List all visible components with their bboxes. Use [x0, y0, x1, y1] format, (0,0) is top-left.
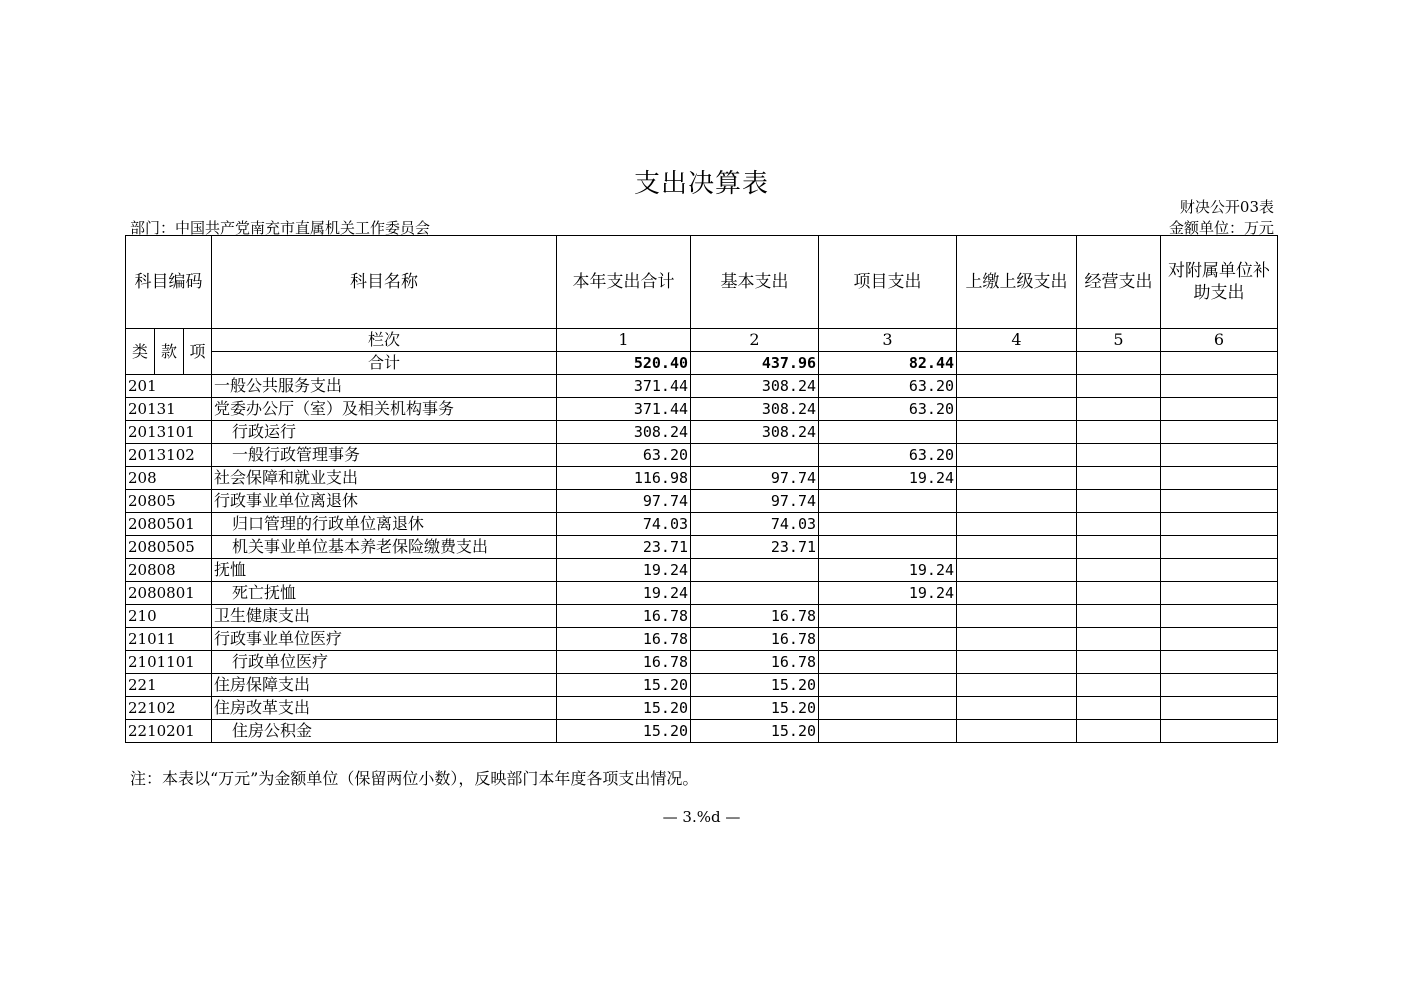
row-name: 党委办公厅（室）及相关机构事务 [212, 398, 557, 421]
row-name: 抚恤 [212, 559, 557, 582]
row-basic: 16.78 [691, 628, 819, 651]
row-project: 19.24 [819, 559, 957, 582]
footnote: 注：本表以“万元”为金额单位（保留两位小数），反映部门本年度各项支出情况。 [130, 769, 699, 788]
row-basic: 308.24 [691, 421, 819, 444]
row-business [1077, 444, 1161, 467]
row-name: 行政单位医疗 [212, 651, 557, 674]
row-code: 2080505 [126, 536, 212, 559]
row-name: 行政事业单位医疗 [212, 628, 557, 651]
row-total: 371.44 [557, 398, 691, 421]
row-code: 20808 [126, 559, 212, 582]
row-name: 住房保障支出 [212, 674, 557, 697]
row-name: 一般公共服务支出 [212, 375, 557, 398]
row-code: 2080801 [126, 582, 212, 605]
total-row [126, 352, 1278, 375]
row-basic: 308.24 [691, 375, 819, 398]
row-basic: 308.24 [691, 398, 819, 421]
table-row [126, 651, 1278, 674]
row-subsidy [1161, 536, 1278, 559]
row-basic: 23.71 [691, 536, 819, 559]
table-row [126, 467, 1278, 490]
row-name: 卫生健康支出 [212, 605, 557, 628]
total-amount: 520.40 [557, 352, 691, 375]
col-number-5: 5 [1077, 329, 1161, 352]
table-row [126, 559, 1278, 582]
row-project [819, 605, 957, 628]
row-total: 63.20 [557, 444, 691, 467]
expenditure-table [125, 235, 1278, 743]
row-subsidy [1161, 582, 1278, 605]
row-business [1077, 697, 1161, 720]
row-subsidy [1161, 559, 1278, 582]
row-remit [957, 697, 1077, 720]
row-total: 97.74 [557, 490, 691, 513]
row-total: 16.78 [557, 628, 691, 651]
row-code: 201 [126, 375, 212, 398]
row-name: 行政运行 [212, 421, 557, 444]
row-business [1077, 720, 1161, 743]
row-total: 23.71 [557, 536, 691, 559]
row-project [819, 628, 957, 651]
row-basic [691, 559, 819, 582]
table-row [126, 490, 1278, 513]
unit-label: 金额单位：万元 [1168, 219, 1274, 237]
department-label: 部门：中国共产党南充市直属机关工作委员会 [130, 219, 431, 237]
row-name: 一般行政管理事务 [212, 444, 557, 467]
row-subsidy [1161, 375, 1278, 398]
header-kuan: 款 [155, 329, 184, 375]
row-subsidy [1161, 398, 1278, 421]
row-remit [957, 513, 1077, 536]
form-number: 财决公开03表 [1179, 198, 1274, 216]
header-lei: 类 [126, 329, 155, 375]
row-business [1077, 375, 1161, 398]
row-basic: 16.78 [691, 605, 819, 628]
row-remit [957, 536, 1077, 559]
col-number-2: 2 [691, 329, 819, 352]
row-subsidy [1161, 628, 1278, 651]
row-remit [957, 628, 1077, 651]
row-subsidy [1161, 674, 1278, 697]
table-row [126, 697, 1278, 720]
total-label: 合计 [212, 352, 557, 375]
table-row [126, 720, 1278, 743]
page-number: — 3.%d — [662, 808, 741, 826]
row-total: 15.20 [557, 720, 691, 743]
row-code: 2101101 [126, 651, 212, 674]
row-total: 15.20 [557, 674, 691, 697]
row-business [1077, 467, 1161, 490]
row-total: 16.78 [557, 651, 691, 674]
row-business [1077, 605, 1161, 628]
row-total: 19.24 [557, 582, 691, 605]
table-row [126, 398, 1278, 421]
total-remit [957, 352, 1077, 375]
col-number-4: 4 [957, 329, 1077, 352]
row-name: 住房改革支出 [212, 697, 557, 720]
table-row [126, 582, 1278, 605]
row-basic: 16.78 [691, 651, 819, 674]
row-remit [957, 444, 1077, 467]
row-business [1077, 651, 1161, 674]
row-project: 63.20 [819, 375, 957, 398]
row-basic: 15.20 [691, 720, 819, 743]
row-project [819, 490, 957, 513]
row-project [819, 720, 957, 743]
total-subsidy [1161, 352, 1278, 375]
header-row [126, 236, 1278, 329]
row-project: 19.24 [819, 582, 957, 605]
row-subsidy [1161, 720, 1278, 743]
row-remit [957, 467, 1077, 490]
row-remit [957, 605, 1077, 628]
row-name: 机关事业单位基本养老保险缴费支出 [212, 536, 557, 559]
row-project: 63.20 [819, 398, 957, 421]
row-code: 2013101 [126, 421, 212, 444]
row-total: 308.24 [557, 421, 691, 444]
row-code: 22102 [126, 697, 212, 720]
row-basic: 15.20 [691, 697, 819, 720]
header-subsidy: 对附属单位补助支出 [1161, 236, 1278, 329]
row-total: 116.98 [557, 467, 691, 490]
row-remit [957, 490, 1077, 513]
total-business [1077, 352, 1161, 375]
header-xiang: 项 [184, 329, 212, 375]
row-name: 死亡抚恤 [212, 582, 557, 605]
row-project [819, 674, 957, 697]
row-name: 社会保障和就业支出 [212, 467, 557, 490]
row-business [1077, 490, 1161, 513]
row-project: 63.20 [819, 444, 957, 467]
row-remit [957, 674, 1077, 697]
row-basic: 74.03 [691, 513, 819, 536]
col-number-6: 6 [1161, 329, 1278, 352]
row-business [1077, 674, 1161, 697]
row-subsidy [1161, 651, 1278, 674]
page-title: 支出决算表 [633, 169, 769, 199]
row-remit [957, 559, 1077, 582]
header-basic: 基本支出 [691, 236, 819, 329]
total-project: 82.44 [819, 352, 957, 375]
table-row [126, 375, 1278, 398]
data-rows [126, 375, 1278, 743]
header-remit: 上缴上级支出 [957, 236, 1077, 329]
row-subsidy [1161, 467, 1278, 490]
header-project: 项目支出 [819, 236, 957, 329]
row-basic [691, 444, 819, 467]
row-subsidy [1161, 444, 1278, 467]
row-business [1077, 398, 1161, 421]
row-business [1077, 559, 1161, 582]
row-project [819, 421, 957, 444]
row-subsidy [1161, 421, 1278, 444]
row-basic: 97.74 [691, 490, 819, 513]
row-subsidy [1161, 490, 1278, 513]
row-code: 20805 [126, 490, 212, 513]
row-total: 19.24 [557, 559, 691, 582]
table-row [126, 674, 1278, 697]
header-lanci: 栏次 [212, 329, 557, 352]
row-project [819, 651, 957, 674]
row-business [1077, 513, 1161, 536]
col-number-3: 3 [819, 329, 957, 352]
table-row [126, 513, 1278, 536]
row-remit [957, 375, 1077, 398]
row-subsidy [1161, 605, 1278, 628]
row-remit [957, 398, 1077, 421]
table-row [126, 628, 1278, 651]
total-basic: 437.96 [691, 352, 819, 375]
row-project [819, 513, 957, 536]
row-total: 15.20 [557, 697, 691, 720]
row-subsidy [1161, 513, 1278, 536]
row-project [819, 536, 957, 559]
row-code: 2013102 [126, 444, 212, 467]
row-project: 19.24 [819, 467, 957, 490]
row-code: 21011 [126, 628, 212, 651]
header-business: 经营支出 [1077, 236, 1161, 329]
row-code: 210 [126, 605, 212, 628]
row-remit [957, 720, 1077, 743]
row-business [1077, 536, 1161, 559]
row-business [1077, 421, 1161, 444]
row-remit [957, 421, 1077, 444]
row-total: 371.44 [557, 375, 691, 398]
row-code: 221 [126, 674, 212, 697]
table-row [126, 536, 1278, 559]
row-name: 归口管理的行政单位离退休 [212, 513, 557, 536]
row-basic [691, 582, 819, 605]
row-code: 2080501 [126, 513, 212, 536]
row-total: 74.03 [557, 513, 691, 536]
row-total: 16.78 [557, 605, 691, 628]
row-subsidy [1161, 697, 1278, 720]
row-basic: 15.20 [691, 674, 819, 697]
table-row [126, 421, 1278, 444]
row-remit [957, 582, 1077, 605]
column-number-row [126, 329, 1278, 352]
header-name: 科目名称 [212, 236, 557, 329]
row-project [819, 697, 957, 720]
row-code: 2210201 [126, 720, 212, 743]
row-remit [957, 651, 1077, 674]
row-business [1077, 582, 1161, 605]
header-total: 本年支出合计 [557, 236, 691, 329]
col-number-1: 1 [557, 329, 691, 352]
row-code: 208 [126, 467, 212, 490]
table-row [126, 605, 1278, 628]
header-code: 科目编码 [126, 236, 212, 329]
row-business [1077, 628, 1161, 651]
row-code: 20131 [126, 398, 212, 421]
row-name: 住房公积金 [212, 720, 557, 743]
row-name: 行政事业单位离退休 [212, 490, 557, 513]
table-row [126, 444, 1278, 467]
row-basic: 97.74 [691, 467, 819, 490]
